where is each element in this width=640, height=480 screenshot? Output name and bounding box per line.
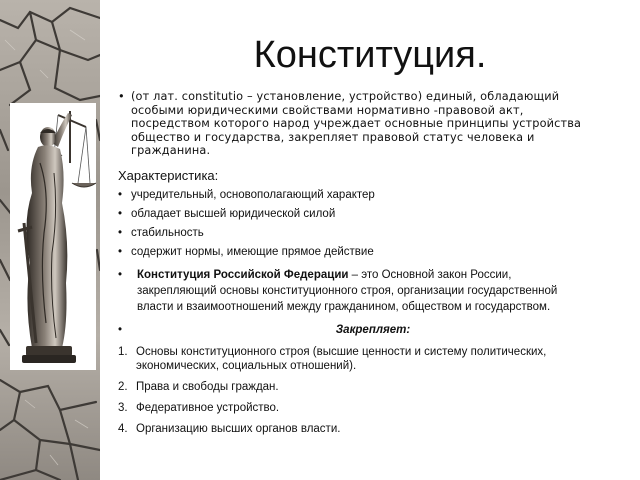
list-item-text: учредительный, основополагающий характер [131, 188, 375, 201]
list-item-text: содержит нормы, имеющие прямое действие [131, 245, 374, 258]
list-item-text: Федеративное устройство. [136, 401, 280, 414]
list-item-text: Основы конституционного строя (высшие ценности и систему политических, экономических, социальных отношений). [136, 345, 547, 372]
characteristics-heading: Характеристика: [118, 167, 219, 183]
slide-title: Конституция. [253, 34, 487, 76]
bullet-icon: • [118, 188, 123, 201]
bullet-icon: • [118, 90, 125, 103]
list-item [118, 207, 588, 221]
definition-paragraph [118, 90, 588, 158]
constitution-rf-text: – это Основной закон России, закрепляющий основы конституционного строя, организации государственной власти и взаимоотношений между гражданином, обществом и государством. [137, 268, 558, 313]
item-number: 2. [118, 380, 128, 393]
list-item [118, 188, 588, 202]
list-item-text: обладает высшей юридической силой [131, 207, 336, 220]
bullet-icon: • [118, 207, 123, 220]
list-item-text: Права и свободы граждан. [136, 380, 279, 393]
lady-justice-icon [10, 103, 96, 370]
item-number: 3. [118, 401, 128, 414]
list-item [118, 245, 588, 259]
item-number: 1. [118, 345, 128, 358]
list-item [118, 422, 588, 436]
list-item-text: стабильность [131, 226, 204, 239]
bullet-icon: • [118, 323, 123, 336]
item-number: 4. [118, 422, 128, 435]
secures-list [118, 345, 588, 436]
list-item-text: Организацию высших органов власти. [136, 422, 341, 435]
slide-content [118, 90, 588, 443]
definition-text: (от лат. constitutio – установление, устройство) единый, обладающий особыми юридическими свойствами нормативно -правовой акт, посредством которого народ учреждает основные принципы устройства общество и государства, закрепляет правовой статус человека и гражданина. [131, 90, 582, 158]
secures-heading [118, 323, 588, 337]
list-item [118, 401, 588, 415]
constitution-rf-paragraph [118, 267, 588, 315]
list-item [118, 380, 588, 394]
characteristics-list [118, 188, 588, 259]
list-item [118, 226, 588, 240]
list-item [118, 345, 588, 373]
secures-label: Закрепляет: [335, 323, 411, 336]
bullet-icon: • [118, 245, 123, 258]
themis-statue-image [10, 103, 96, 370]
constitution-rf-bold: Конституция Российской Федерации [137, 268, 349, 281]
bullet-icon: • [118, 268, 123, 281]
bullet-icon: • [118, 226, 123, 239]
